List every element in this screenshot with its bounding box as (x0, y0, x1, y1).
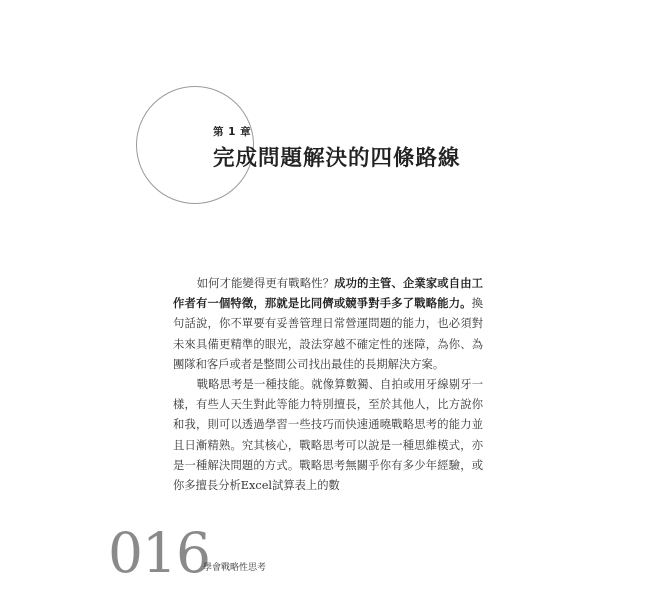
chapter-title: 完成問題解決的四條路線 (213, 146, 461, 171)
body-text (173, 274, 483, 496)
page-number: 016 (108, 521, 210, 585)
paragraph-2: 戰略思考是一種技能。就像算數獨、自拍或用牙線剔牙一樣，有些人天生對此等能力特別擅長，至於其他人，比方說你和我，則可以透過學習一些技巧而快速通曉戰略思考的能力並且日漸精熟。究其核心，戰略思考可以說是一種思維模式，亦是一種解決問題的方式。戰略思考無關乎你有多少年經驗，或你多擅長分析Excel試算表上的數 (173, 378, 483, 493)
paragraph-1-rest: 換句話說，你不單要有妥善管理日常營運問題的能力，也必須對未來具備更精準的眼光，設法穿越不確定性的迷障，為你、為團隊和客戶或者是整間公司找出最佳的長期解決方案。 (173, 297, 483, 371)
chapter-number: 第 1 章 (213, 126, 252, 138)
paragraph-1 (173, 274, 483, 375)
running-head-book-title: 學會戰略性思考 (203, 563, 267, 573)
paragraph-1-highlight: 成功的主管、企業家或自由工作者有一個特徵，那就是比同儕或競爭對手多了戰略能力。 (173, 277, 483, 311)
paragraph-1-lead: 如何才能變得更有戰略性？ (196, 277, 335, 290)
